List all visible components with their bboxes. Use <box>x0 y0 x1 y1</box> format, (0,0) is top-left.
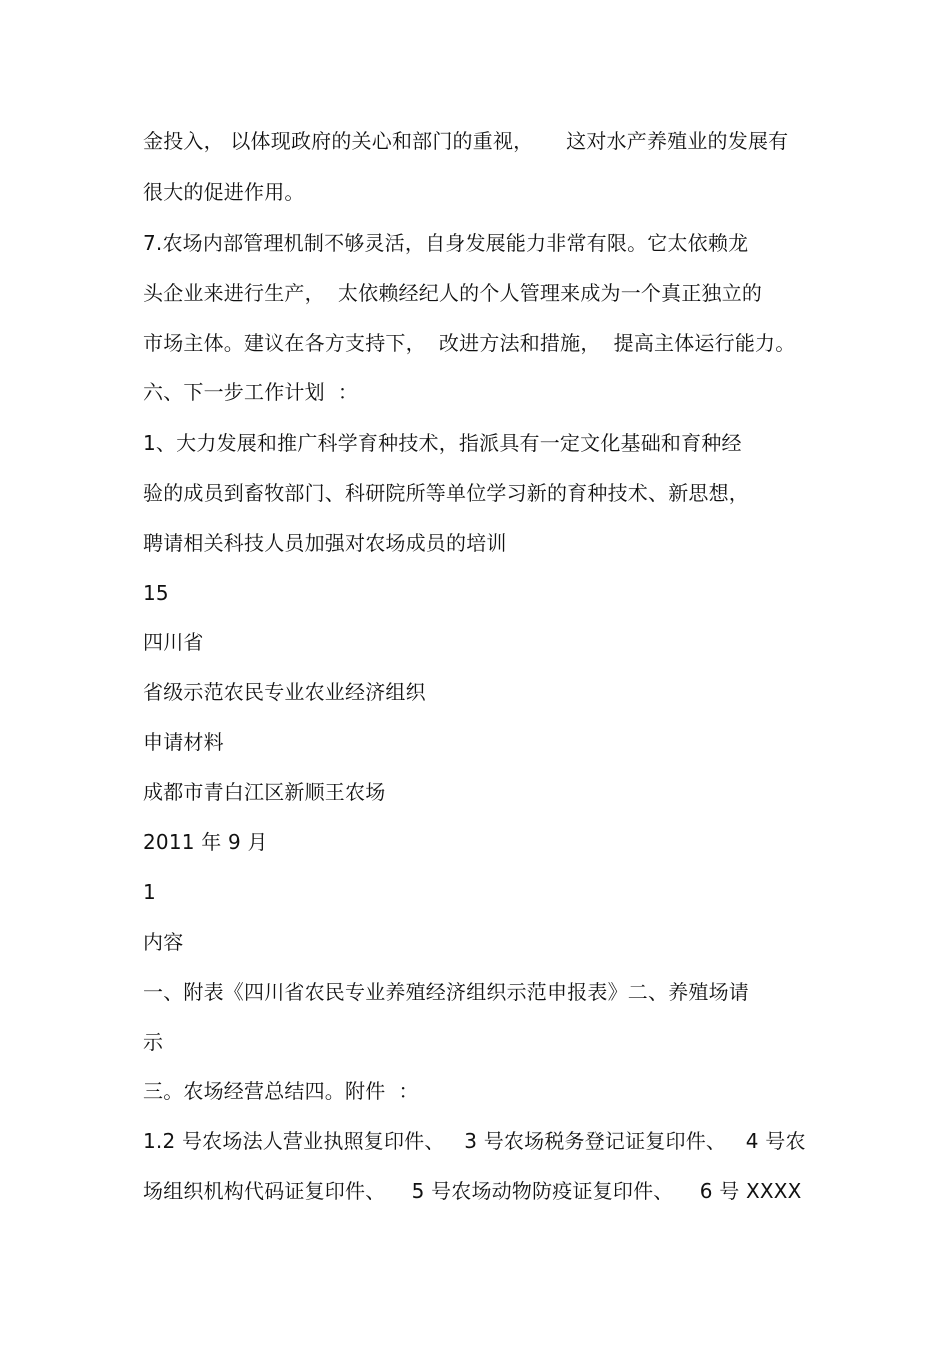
text-line: 金投入， 以体现政府的关心和部门的重视， 这对水产养殖业的发展有 <box>143 129 789 153</box>
text-line: 1、大力发展和推广科学育种技术，指派具有一定文化基础和育种经 <box>143 431 742 455</box>
text-line: 头企业来进行生产， 太依赖经纪人的个人管理来成为一个真正独立的 <box>143 281 763 305</box>
text-line: 示 <box>143 1030 164 1054</box>
text-line: 市场主体。建议在各方支持下， 改进方法和措施， 提高主体运行能力。 <box>143 331 796 355</box>
text-line: 一、附表《四川省农民专业养殖经济组织示范申报表》二、养殖场请 <box>143 980 749 1004</box>
text-line: 场组织机构代码证复印件、 5 号农场动物防疫证复印件、 6 号 XXXX <box>143 1179 802 1203</box>
text-line: 验的成员到畜牧部门、科研院所等单位学习新的育种技术、新思想， <box>143 481 749 505</box>
cover-province: 四川省 <box>143 630 204 654</box>
text-line: 很大的促进作用。 <box>143 180 305 204</box>
contents-heading: 内容 <box>143 930 184 954</box>
cover-organization: 成都市青白江区新顺王农场 <box>143 780 386 804</box>
page-number: 1 <box>143 880 156 904</box>
text-line: 7.农场内部管理机制不够灵活，自身发展能力非常有限。它太依赖龙 <box>143 231 749 255</box>
cover-date: 2011 年 9 月 <box>143 830 268 854</box>
text-line: 1.2 号农场法人营业执照复印件、 3 号农场税务登记证复印件、 4 号农 <box>143 1129 806 1153</box>
section-heading: 六、下一步工作计划 ： <box>143 380 359 404</box>
cover-subtitle: 申请材料 <box>143 730 224 754</box>
text-line: 三。农场经营总结四。附件 ： <box>143 1079 419 1103</box>
page-number: 15 <box>143 581 169 605</box>
text-line: 聘请相关科技人员加强对农场成员的培训 <box>143 531 507 555</box>
cover-title: 省级示范农民专业农业经济组织 <box>143 680 426 704</box>
